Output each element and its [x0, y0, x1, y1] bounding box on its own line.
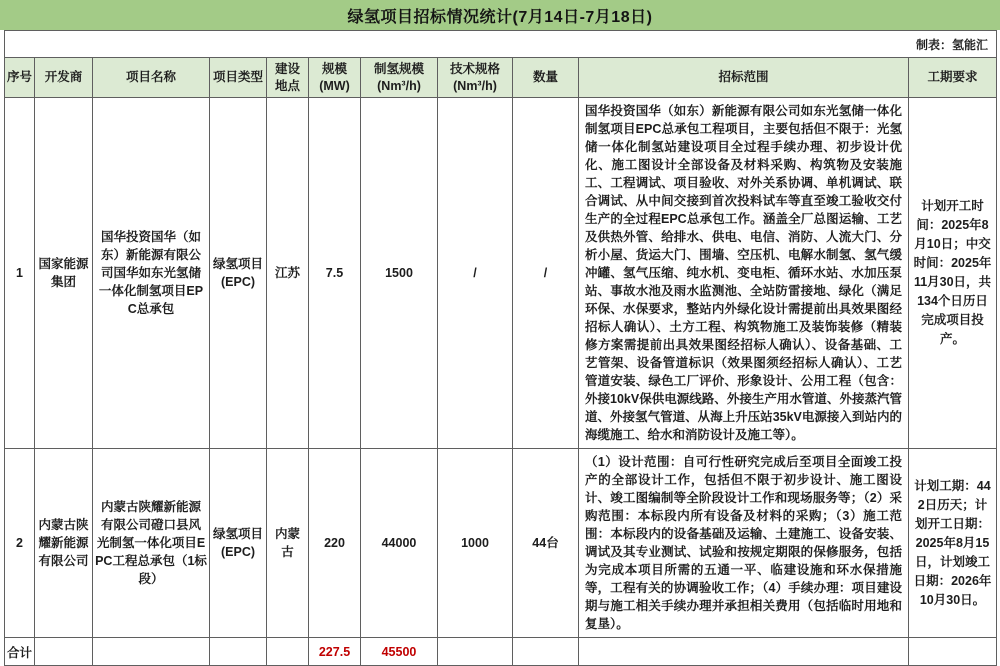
col-header-scale-mw: 规模 (MW): [309, 58, 361, 98]
col-header-schedule: 工期要求: [909, 58, 997, 98]
total-row: [5, 638, 997, 666]
col-header-tech-spec: 技术规格 (Nm³/h): [438, 58, 513, 98]
cell-project-type: 绿氢项目(EPC): [210, 449, 267, 638]
cell-tech-spec: /: [438, 98, 513, 449]
total-label: 合计: [5, 638, 35, 666]
cell-project-name: 内蒙古陕耀新能源有限公司磴口县风光制氢一体化项目EPC工程总承包（1标段）: [93, 449, 210, 638]
total-empty-cell: [93, 638, 210, 666]
cell-quantity: 44台: [513, 449, 579, 638]
byline-row: [5, 31, 997, 58]
cell-scale-mw: 220: [309, 449, 361, 638]
cell-location: 江苏: [267, 98, 309, 449]
col-header-project-type: 项目类型: [210, 58, 267, 98]
total-empty-cell: [267, 638, 309, 666]
cell-developer: 内蒙古陕耀新能源有限公司: [35, 449, 93, 638]
total-empty-cell: [210, 638, 267, 666]
total-scale-mw: 227.5: [309, 638, 361, 666]
col-header-quantity: 数量: [513, 58, 579, 98]
cell-scope: 国华投资国华（如东）新能源有限公司如东光氢储一体化制氢项目EPC总承包工程项目，主要包括但不限于：光氢储一体化制氢站建设项目全过程手续办理、初步设计优化、施工图设计全部设备及材料采购、构筑物及安装施工、工程调试、项目验收、对外关系协调、单机调试、联合调试、从中间交接到首次投料试车等直至竣工验收交付生产的全过程EPC总承包工作。涵盖全厂总图运输、工艺及供热外管、给排水、供电、电信、消防、人流大门、分析小屋、货运大门、围墙、空压机、电解水制氢、氢气缓冲罐、氢气压缩、纯水机、变电柜、循环水站、水加压泵站、事故水池及雨水监测池、全站防雷接地、绿化（满足环保、水保要求，整站内外绿化设计需提前出具效果图经招标人确认）、土方工程、构筑物施工及装饰装修（精装修方案需提前出具效果图经招标人确认）、设备基础、工艺管架、设备管道标识（效果图须经招标人确认）、工艺管道安装、绿色工厂评价、形象设计、公用工程（包含：外接10kV保供电源线路、外接生产用水管道、外接蒸汽管道、外接氢气管道、从海上升压站35kV电源接入到站内的海缆施工、给水和消防设计及施工等）。: [579, 98, 909, 449]
cell-h2-scale: 44000: [361, 449, 438, 638]
col-header-h2-scale: 制氢规模 (Nm³/h): [361, 58, 438, 98]
cell-schedule: 计划开工时间：2025年8月10日；中交时间：2025年11月30日，共134个日历日完成项目投产。: [909, 98, 997, 449]
cell-scale-mw: 7.5: [309, 98, 361, 449]
cell-developer: 国家能源集团: [35, 98, 93, 449]
col-header-scope: 招标范围: [579, 58, 909, 98]
bid-statistics-table: [4, 30, 997, 666]
total-h2-scale: 45500: [361, 638, 438, 666]
total-empty-cell: [35, 638, 93, 666]
total-empty-cell: [438, 638, 513, 666]
cell-tech-spec: 1000: [438, 449, 513, 638]
col-header-location: 建设 地点: [267, 58, 309, 98]
table-row: [5, 449, 997, 638]
cell-location: 内蒙古: [267, 449, 309, 638]
total-empty-cell: [909, 638, 997, 666]
col-header-no: 序号: [5, 58, 35, 98]
cell-scope: （1）设计范围：自可行性研究完成后至项目全面竣工投产的全部设计工作，包括但不限于初步设计、施工图设计、竣工图编制等全阶段设计工作和现场服务等；（2）采购范围：本标段内所有设备及材料的采购；（3）施工范围：本标段内的设备基础及运输、土建施工、设备安装、调试及其专业测试、试验和按规定期限的保修服务，包括为完成本项目所需的五通一平、临建设施和环水保措施等，工程有关的协调验收工作；（4）手续办理：项目建设期与施工相关手续办理并承担相关费用（包括临时用地和复垦）。: [579, 449, 909, 638]
cell-project-name: 国华投资国华（如东）新能源有限公司国华如东光氢储一体化制氢项目EPC总承包: [93, 98, 210, 449]
total-empty-cell: [579, 638, 909, 666]
table-header-row: [5, 58, 997, 98]
cell-no: 1: [5, 98, 35, 449]
cell-schedule: 计划工期：442日历天；计划开工日期：2025年8月15日，计划竣工日期：2026年10月30日。: [909, 449, 997, 638]
cell-no: 2: [5, 449, 35, 638]
col-header-project-name: 项目名称: [93, 58, 210, 98]
total-empty-cell: [513, 638, 579, 666]
cell-h2-scale: 1500: [361, 98, 438, 449]
col-header-developer: 开发商: [35, 58, 93, 98]
cell-quantity: /: [513, 98, 579, 449]
table-row: [5, 98, 997, 449]
page-title: 绿氢项目招标情况统计(7月14日-7月18日): [0, 0, 1000, 30]
byline: 制表：氢能汇: [5, 31, 997, 58]
cell-project-type: 绿氢项目(EPC): [210, 98, 267, 449]
